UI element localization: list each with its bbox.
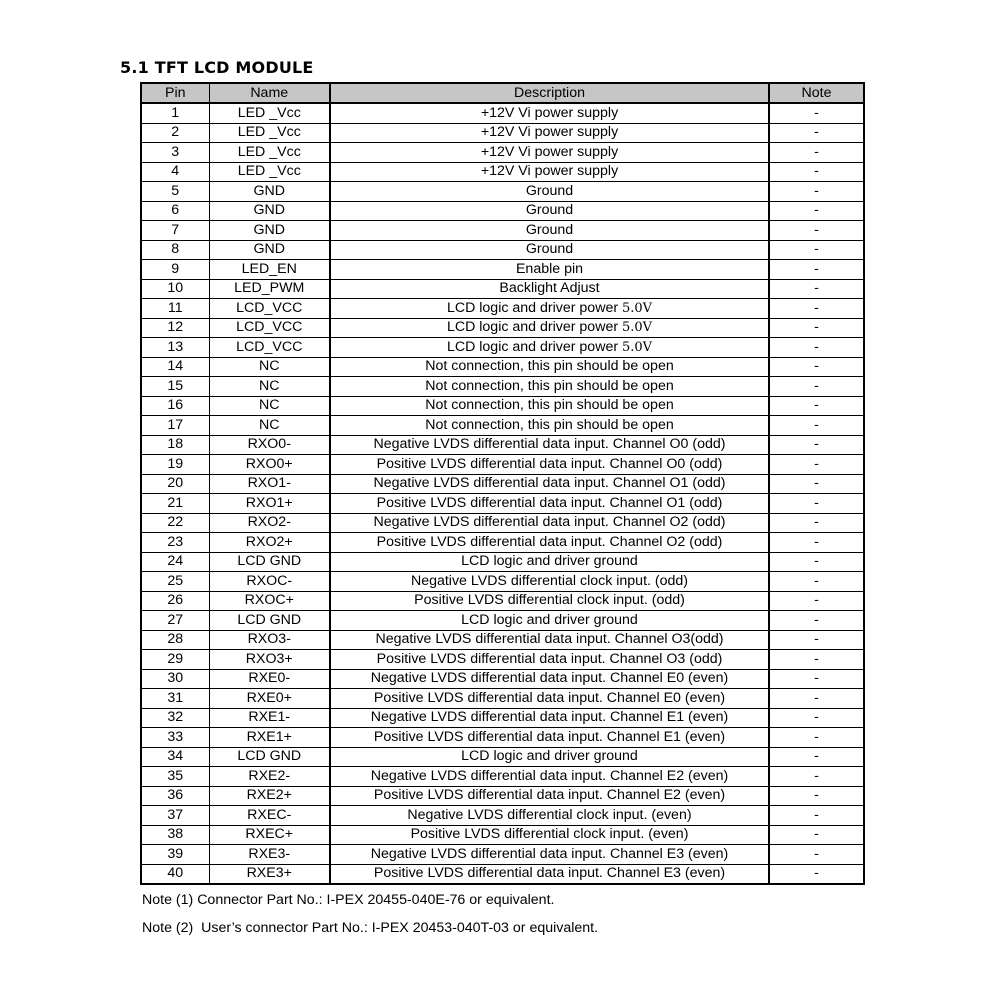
description-cell [330,825,769,845]
pin-cell: 1 [141,103,209,123]
table-row [141,533,864,553]
name-cell: RXE2+ [209,786,330,806]
description-cell [330,357,769,377]
pin-cell: 40 [141,864,209,884]
table-row [141,591,864,611]
table-row [141,786,864,806]
description-cell [330,630,769,650]
description-text: Negative LVDS differential data input. Channel O3(odd) [375,631,724,648]
table-row [141,162,864,182]
description-text: Negative LVDS differential data input. Channel O0 (odd) [373,436,726,453]
description-text: Negative LVDS differential clock input. (even) [407,806,692,823]
header-description: Description [330,83,769,103]
description-cell [330,494,769,514]
pin-cell: 24 [141,552,209,572]
description-cell [330,650,769,670]
name-cell: NC [209,416,330,436]
name-cell: RXE3- [209,845,330,865]
table-row [141,845,864,865]
table-row [141,806,864,826]
description-text: Ground [525,202,574,219]
name-cell: LCD_VCC [209,318,330,338]
name-cell: RXO2+ [209,533,330,553]
note-cell: - [769,767,864,787]
table-row [141,435,864,455]
table-row [141,279,864,299]
note-cell: - [769,552,864,572]
table-row [141,201,864,221]
table-row [141,864,864,884]
pin-cell: 15 [141,377,209,397]
description-cell [330,513,769,533]
name-cell: NC [209,377,330,397]
description-text: Negative LVDS differential data input. Channel E3 (even) [370,845,729,862]
note-cell: - [769,201,864,221]
header-note: Note [769,83,864,103]
pin-cell: 4 [141,162,209,182]
note-cell: - [769,747,864,767]
voltage-value: 5.0V [622,320,653,336]
table-row [141,494,864,514]
name-cell: NC [209,357,330,377]
description-text: LCD logic and driver ground [461,553,638,570]
description-cell [330,435,769,455]
pin-cell: 18 [141,435,209,455]
description-text: LCD logic and driver power [446,338,622,355]
name-cell: RXE0- [209,669,330,689]
description-text: Positive LVDS differential data input. Channel O0 (odd) [376,455,723,472]
name-cell: GND [209,182,330,202]
pin-cell: 11 [141,299,209,319]
description-cell [330,591,769,611]
description-text: Ground [525,241,574,258]
name-cell: LED _Vcc [209,143,330,163]
table-row [141,338,864,358]
table-body [141,103,864,884]
table-row [141,728,864,748]
pin-cell: 12 [141,318,209,338]
description-cell [330,689,769,709]
name-cell: LED_PWM [209,279,330,299]
description-text: +12V Vi power supply [480,163,619,180]
table-row [141,825,864,845]
description-cell [330,474,769,494]
name-cell: RXOC+ [209,591,330,611]
description-cell [330,552,769,572]
description-cell [330,455,769,475]
description-cell [330,845,769,865]
pin-cell: 23 [141,533,209,553]
table-row [141,669,864,689]
note-cell: - [769,299,864,319]
table-row [141,318,864,338]
name-cell: LCD GND [209,747,330,767]
table-row [141,572,864,592]
note-cell: - [769,416,864,436]
name-cell: RXO1+ [209,494,330,514]
description-text: Negative LVDS differential data input. Channel O1 (odd) [373,475,726,492]
description-cell [330,708,769,728]
name-cell: LCD_VCC [209,338,330,358]
note-cell: - [769,650,864,670]
header-row [141,83,864,103]
table-header [141,83,864,103]
pin-cell: 26 [141,591,209,611]
description-cell [330,299,769,319]
note-cell: - [769,572,864,592]
note-cell: - [769,435,864,455]
description-cell [330,669,769,689]
note-cell: - [769,669,864,689]
description-cell [330,572,769,592]
description-text: Enable pin [515,260,584,277]
description-text: Backlight Adjust [499,280,600,297]
table-row [141,611,864,631]
name-cell: RXE3+ [209,864,330,884]
name-cell: NC [209,396,330,416]
description-cell [330,103,769,123]
note-cell: - [769,396,864,416]
table-row [141,299,864,319]
name-cell: RXO1- [209,474,330,494]
pin-cell: 38 [141,825,209,845]
pin-cell: 31 [141,689,209,709]
pin-cell: 29 [141,650,209,670]
note-cell: - [769,338,864,358]
pin-cell: 32 [141,708,209,728]
description-cell [330,728,769,748]
description-text: LCD logic and driver power [446,299,622,316]
description-cell [330,182,769,202]
note-cell: - [769,474,864,494]
description-cell [330,767,769,787]
description-text: Not connection, this pin should be open [425,358,674,375]
pin-cell: 34 [141,747,209,767]
name-cell: GND [209,221,330,241]
description-cell [330,221,769,241]
pin-cell: 9 [141,260,209,280]
description-text: LCD logic and driver power [446,319,622,336]
note-cell: - [769,240,864,260]
footnote-2: Note (2) User’s connector Part No.: I-PEX 20453-040T-03 or equivalent. [142,920,599,936]
note-cell: - [769,162,864,182]
name-cell: RXO3+ [209,650,330,670]
section-title: 5.1 TFT LCD MODULE [120,58,314,77]
pin-cell: 37 [141,806,209,826]
pin-cell: 35 [141,767,209,787]
voltage-value: 5.0V [622,339,653,355]
name-cell: RXOC- [209,572,330,592]
table-row [141,416,864,436]
name-cell: RXE2- [209,767,330,787]
pin-cell: 22 [141,513,209,533]
table-row [141,767,864,787]
note-cell: - [769,689,864,709]
pin-cell: 5 [141,182,209,202]
pin-cell: 14 [141,357,209,377]
note-cell: - [769,533,864,553]
description-text: LCD logic and driver ground [461,611,638,628]
description-cell [330,240,769,260]
table-row [141,377,864,397]
description-cell [330,786,769,806]
name-cell: GND [209,240,330,260]
name-cell: LED_EN [209,260,330,280]
table-row [141,103,864,123]
description-cell [330,806,769,826]
table-row [141,474,864,494]
note-cell: - [769,318,864,338]
table-row [141,552,864,572]
description-text: Not connection, this pin should be open [425,377,674,394]
description-cell [330,377,769,397]
description-cell [330,338,769,358]
description-text: Ground [525,182,574,199]
table-row [141,182,864,202]
name-cell: RXO3- [209,630,330,650]
pin-cell: 6 [141,201,209,221]
description-text: Positive LVDS differential data input. Channel E0 (even) [373,689,726,706]
pin-cell: 13 [141,338,209,358]
description-text: +12V Vi power supply [480,124,619,141]
name-cell: RXO2- [209,513,330,533]
note-cell: - [769,123,864,143]
header-pin: Pin [141,83,209,103]
name-cell: LED _Vcc [209,123,330,143]
description-text: Positive LVDS differential data input. Channel O1 (odd) [376,494,723,511]
description-text: Positive LVDS differential clock input. (even) [410,826,689,843]
pin-cell: 39 [141,845,209,865]
pin-cell: 28 [141,630,209,650]
note-cell: - [769,825,864,845]
table-row [141,708,864,728]
table-row [141,396,864,416]
name-cell: LED _Vcc [209,103,330,123]
pin-assignment-table [140,82,865,885]
description-text: Negative LVDS differential data input. Channel E1 (even) [370,709,729,726]
table-row [141,221,864,241]
table-row [141,143,864,163]
pin-cell: 33 [141,728,209,748]
description-text: Negative LVDS differential data input. Channel O2 (odd) [373,514,726,531]
note-cell: - [769,513,864,533]
note-cell: - [769,806,864,826]
note-cell: - [769,377,864,397]
note-cell: - [769,143,864,163]
pin-cell: 7 [141,221,209,241]
note-cell: - [769,728,864,748]
note-cell: - [769,182,864,202]
description-text: Ground [525,221,574,238]
description-text: Negative LVDS differential clock input. (odd) [410,572,689,589]
description-text: Positive LVDS differential data input. Channel O2 (odd) [376,533,723,550]
pin-cell: 2 [141,123,209,143]
description-text: LCD logic and driver ground [461,748,638,765]
pin-cell: 27 [141,611,209,631]
pin-cell: 25 [141,572,209,592]
pin-cell: 10 [141,279,209,299]
description-cell [330,162,769,182]
description-cell [330,279,769,299]
description-cell [330,416,769,436]
description-cell [330,201,769,221]
name-cell: RXEC+ [209,825,330,845]
description-cell [330,533,769,553]
name-cell: RXO0+ [209,455,330,475]
name-cell: LCD GND [209,552,330,572]
description-text: +12V Vi power supply [480,143,619,160]
description-cell [330,318,769,338]
pin-cell: 8 [141,240,209,260]
name-cell: RXE1- [209,708,330,728]
table-row [141,123,864,143]
description-cell [330,864,769,884]
note-cell: - [769,611,864,631]
pin-cell: 3 [141,143,209,163]
description-cell [330,747,769,767]
description-text: Negative LVDS differential data input. Channel E2 (even) [370,767,729,784]
note-cell: - [769,864,864,884]
footnote-1: Note (1) Connector Part No.: I-PEX 20455-040E-76 or equivalent. [142,892,555,908]
pin-cell: 17 [141,416,209,436]
name-cell: RXE0+ [209,689,330,709]
name-cell: RXO0- [209,435,330,455]
table-row [141,650,864,670]
pin-cell: 30 [141,669,209,689]
table-row [141,630,864,650]
description-text: Positive LVDS differential data input. Channel E3 (even) [373,865,726,882]
note-cell: - [769,708,864,728]
description-text: Not connection, this pin should be open [425,416,674,433]
note-cell: - [769,357,864,377]
table-row [141,513,864,533]
name-cell: GND [209,201,330,221]
pin-cell: 21 [141,494,209,514]
note-cell: - [769,630,864,650]
note-cell: - [769,786,864,806]
name-cell: RXE1+ [209,728,330,748]
table-row [141,357,864,377]
voltage-value: 5.0V [622,300,653,316]
note-cell: - [769,103,864,123]
description-text: Not connection, this pin should be open [425,397,674,414]
pin-cell: 16 [141,396,209,416]
description-cell [330,260,769,280]
note-cell: - [769,591,864,611]
table-row [141,240,864,260]
name-cell: LCD_VCC [209,299,330,319]
table-row [141,747,864,767]
name-cell: LED _Vcc [209,162,330,182]
note-cell: - [769,455,864,475]
table-row [141,689,864,709]
description-text: +12V Vi power supply [480,104,619,121]
pin-cell: 36 [141,786,209,806]
pin-cell: 20 [141,474,209,494]
description-cell [330,611,769,631]
pin-cell: 19 [141,455,209,475]
description-cell [330,143,769,163]
note-cell: - [769,845,864,865]
note-cell: - [769,260,864,280]
description-text: Positive LVDS differential data input. Channel E2 (even) [373,787,726,804]
note-cell: - [769,221,864,241]
description-text: Positive LVDS differential clock input. (odd) [414,592,685,609]
description-text: Positive LVDS differential data input. Channel E1 (even) [373,728,726,745]
table-row [141,455,864,475]
table-row [141,260,864,280]
note-cell: - [769,494,864,514]
name-cell: LCD GND [209,611,330,631]
description-text: Positive LVDS differential data input. Channel O3 (odd) [376,650,723,667]
description-text: Negative LVDS differential data input. Channel E0 (even) [370,670,729,687]
header-name: Name [209,83,330,103]
name-cell: RXEC- [209,806,330,826]
note-cell: - [769,279,864,299]
description-cell [330,396,769,416]
description-cell [330,123,769,143]
